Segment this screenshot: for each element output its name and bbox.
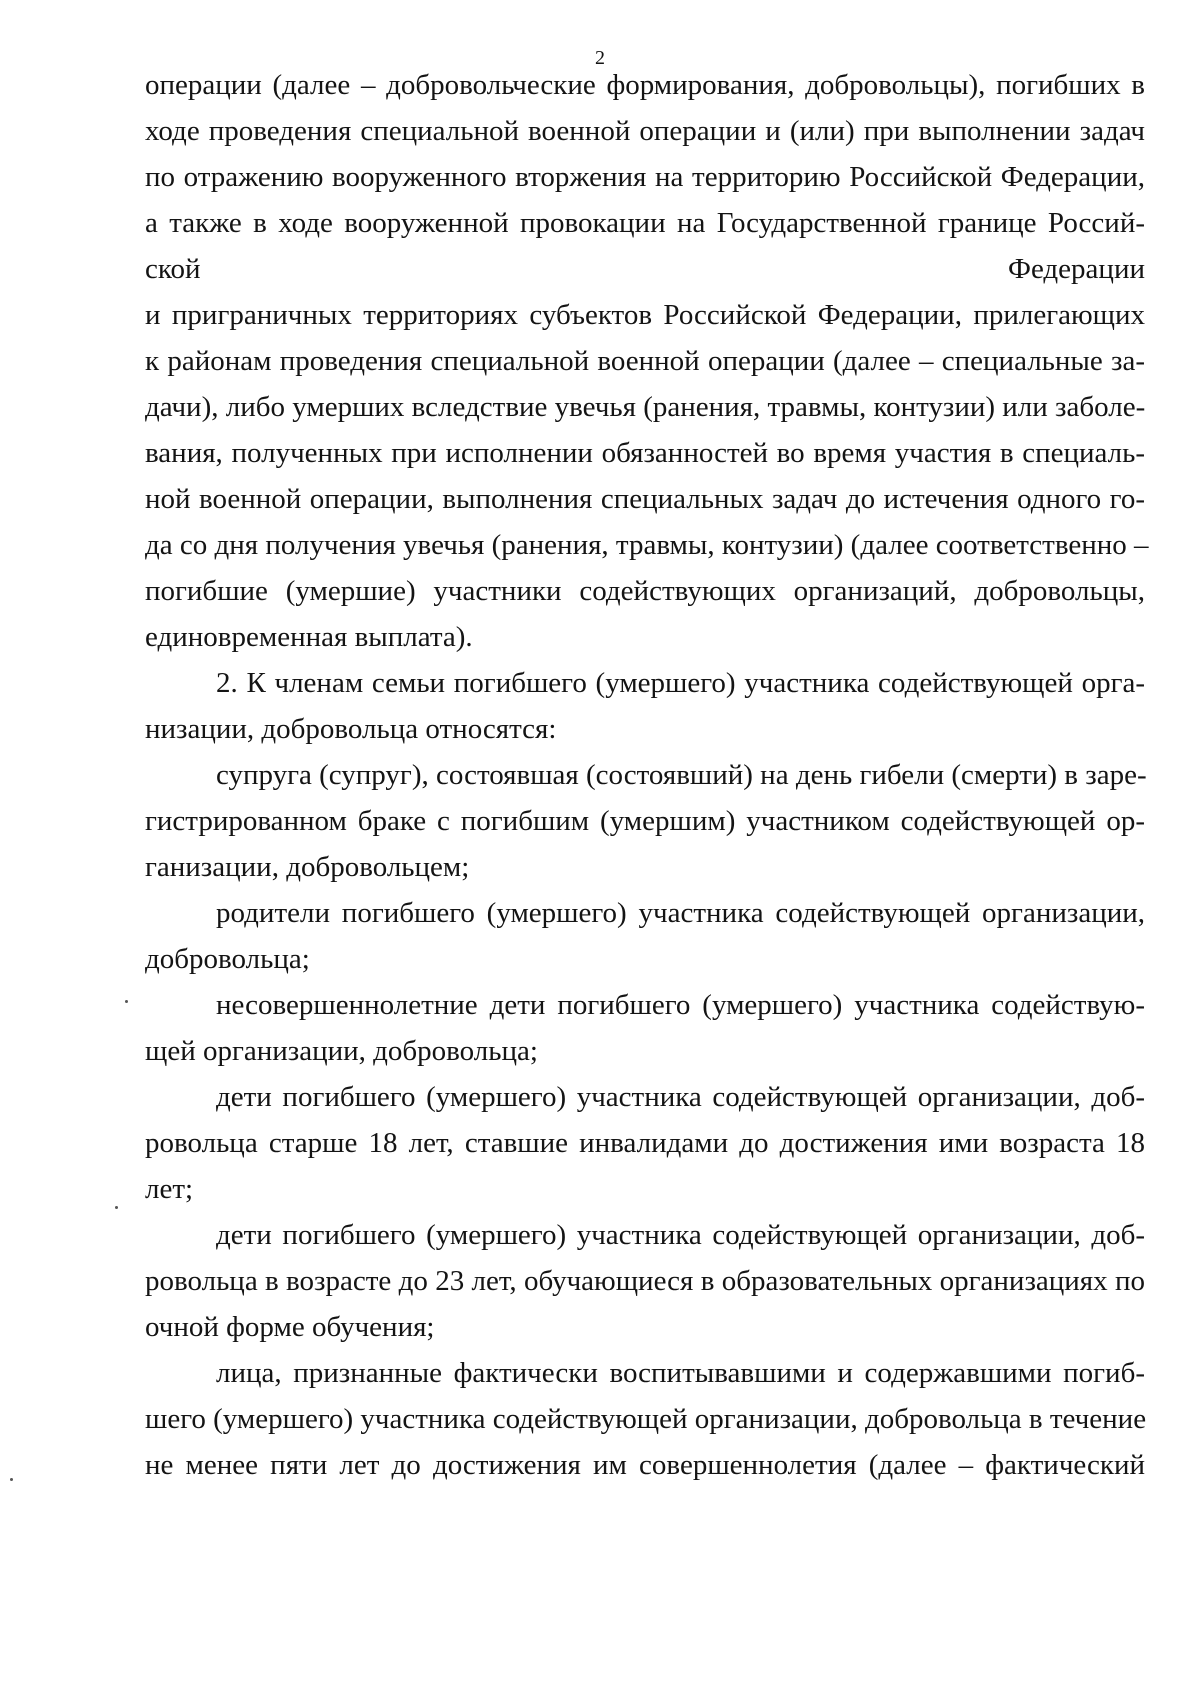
text-line: не менее пяти лет до достижения им совершеннолетия (далее – фактический — [145, 1449, 1145, 1481]
text-line: погибшие (умершие) участники содействующих организаций, добровольцы, — [145, 575, 1145, 607]
text-line: шего (умершего) участника содействующей организации, добровольца в течение — [145, 1403, 1147, 1435]
text-line: а также в ходе вооруженной провокации на Государственной границе Россий- — [145, 207, 1145, 239]
text-line: вания, полученных при исполнении обязанностей во время участия в специаль- — [145, 437, 1145, 469]
text-line: 2. К членам семьи погибшего (умершего) участника содействующей орга- — [216, 667, 1145, 699]
text-line: супруга (супруг), состоявшая (состоявший) на день гибели (смерти) в заре- — [216, 759, 1147, 791]
text-line: дети погибшего (умершего) участника содействующей организации, доб- — [216, 1081, 1145, 1113]
text-line: родители погибшего (умершего) участника содействующей организации, — [216, 897, 1145, 929]
text-line: щей организации, добровольца; — [145, 1035, 538, 1067]
text-line: ровольца в возрасте до 23 лет, обучающиеся в образовательных организациях по — [145, 1265, 1145, 1297]
text-line: операции (далее – добровольческие формирования, добровольцы), погибших в — [145, 69, 1145, 101]
scan-speck — [10, 1478, 13, 1481]
page-number: 2 — [595, 47, 605, 69]
text-line: да со дня получения увечья (ранения, травмы, контузии) (далее соответственно – — [145, 529, 1149, 561]
text-line: единовременная выплата). — [145, 621, 473, 653]
text-line: к районам проведения специальной военной операции (далее – специальные за- — [145, 345, 1145, 377]
text-fragment: ской — [145, 253, 201, 285]
text-line: низации, добровольца относятся: — [145, 713, 557, 745]
scan-speck — [115, 1206, 118, 1209]
text-line — [145, 246, 1145, 292]
text-line: лица, признанные фактически воспитывавшими и содержавшими погиб- — [216, 1357, 1145, 1389]
text-line: гистрированном браке с погибшим (умершим) участником содействующей ор- — [145, 805, 1145, 837]
text-line: очной форме обучения; — [145, 1311, 435, 1343]
text-line: дачи), либо умерших вследствие увечья (ранения, травмы, контузии) или заболе- — [145, 391, 1146, 423]
text-line: ровольца старше 18 лет, ставшие инвалидами до достижения ими возраста 18 — [145, 1127, 1145, 1159]
text-line: ной военной операции, выполнения специальных задач до истечения одного го- — [145, 483, 1145, 515]
text-fragment: Федерации — [1008, 253, 1145, 285]
text-line: и приграничных территориях субъектов Российской Федерации, прилегающих — [145, 299, 1145, 331]
text-line: лет; — [145, 1173, 194, 1205]
text-line: ходе проведения специальной военной операции и (или) при выполнении задач — [145, 115, 1145, 147]
scan-speck — [125, 1000, 128, 1003]
text-line: добровольца; — [145, 943, 310, 975]
text-line: по отражению вооруженного вторжения на территорию Российской Федерации, — [145, 161, 1145, 193]
text-line: дети погибшего (умершего) участника содействующей организации, доб- — [216, 1219, 1145, 1251]
text-line: ганизации, добровольцем; — [145, 851, 470, 883]
text-line: несовершеннолетние дети погибшего (умершего) участника содействую- — [216, 989, 1145, 1021]
